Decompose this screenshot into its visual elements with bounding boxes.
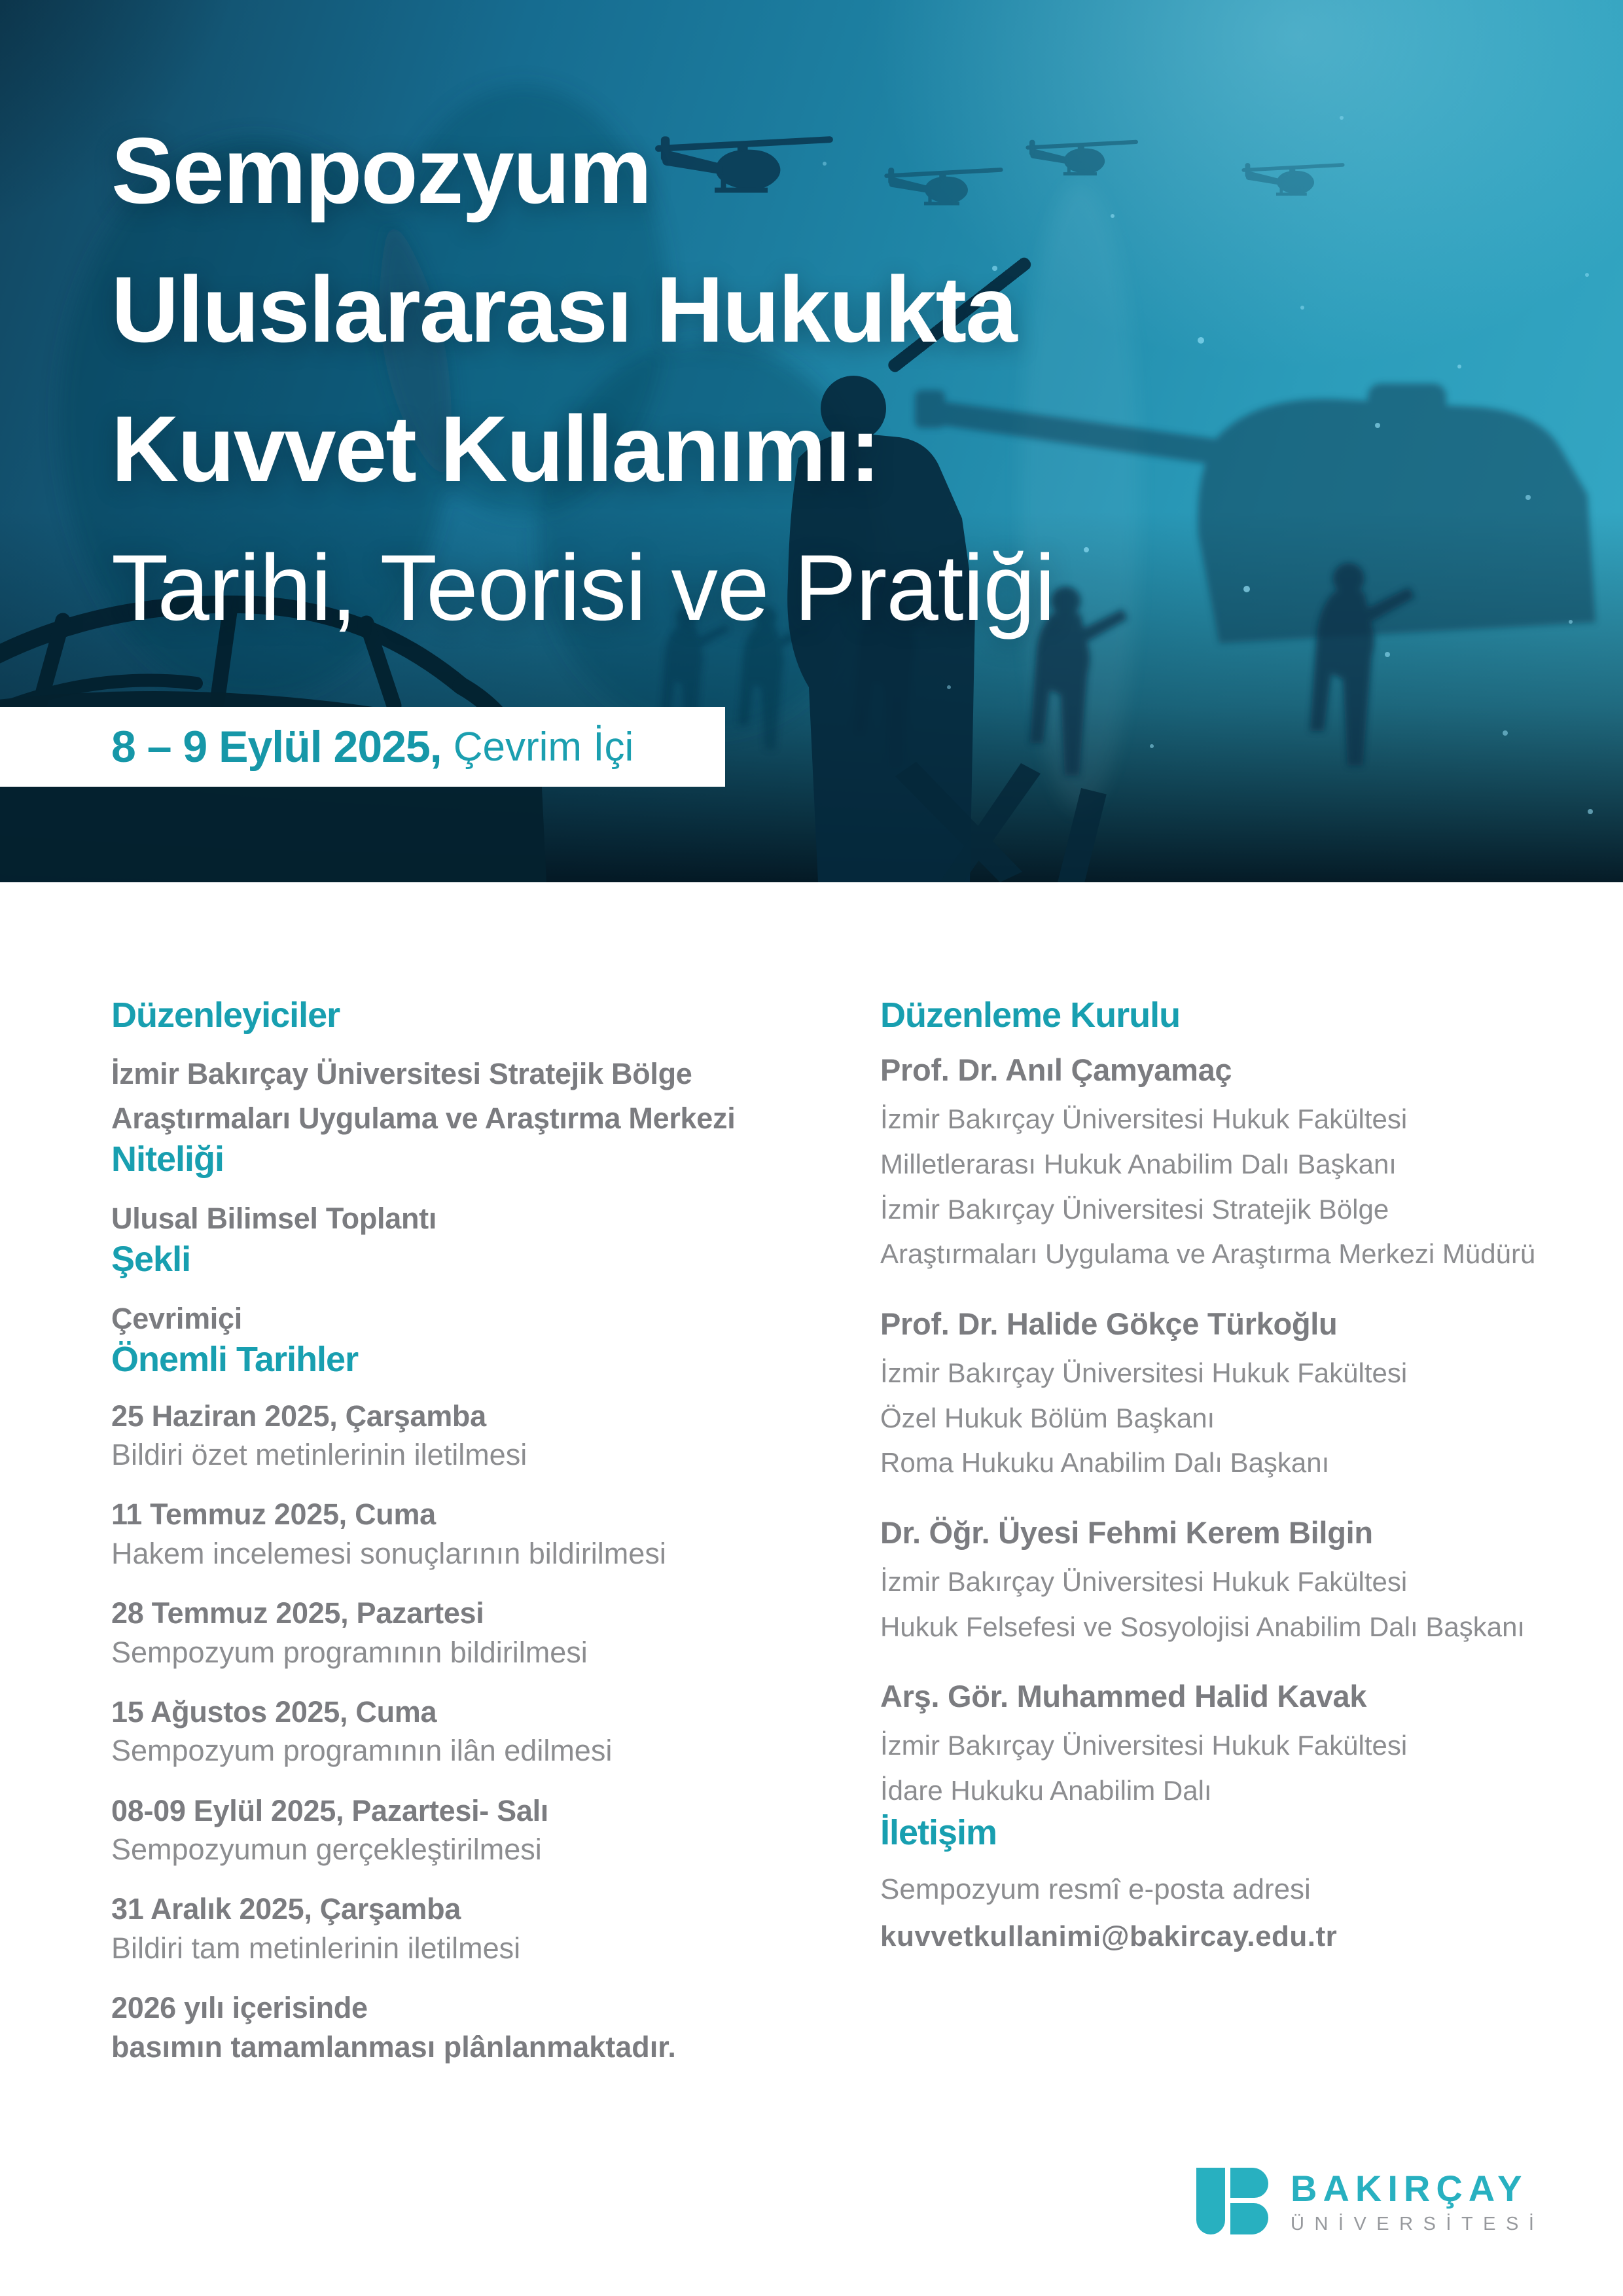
bakircay-logo-icon [1196,2168,1268,2234]
format-value: Çevrimiçi [111,1301,242,1335]
member-name: Prof. Dr. Anıl Çamyamaç [880,1052,1232,1088]
date-item-date: 15 Ağustos 2025, Cuma [111,1695,437,1729]
date-item-date: 08-09 Eylül 2025, Pazartesi- Salı [111,1793,549,1827]
logo-text [1291,2168,1544,2234]
date-item-desc: Bildiri özet metinlerinin iletilmesi [111,1437,527,1471]
logo-mark-lobe-bottom [1230,2203,1268,2234]
university-name: BAKIRÇAY [1291,2168,1528,2209]
university-logo [1196,2168,1544,2234]
date-item [111,1988,806,2066]
date-item-desc: Sempozyum programının bildirilmesi [111,1635,588,1669]
member-affiliation-line: İzmir Bakırçay Üniversitesi Stratejik Bölge [880,1193,1389,1225]
event-format: Çevrim İçi [453,724,634,770]
title-line-2: Uluslararası Hukukta [111,258,1016,363]
event-date-badge [0,707,725,787]
nature-value: Ulusal Bilimsel Toplantı [111,1201,437,1235]
member-affiliation-line: İzmir Bakırçay Üniversitesi Hukuk Fakültesi [880,1729,1408,1761]
date-item-desc: Bildiri tam metinlerinin iletilmesi [111,1931,521,1965]
date-item [111,1397,806,1475]
date-item-date: 2026 yılı içerisinde [111,1991,368,2025]
date-item-date: 31 Aralık 2025, Çarşamba [111,1892,461,1926]
member-name: Dr. Öğr. Üyesi Fehmi Kerem Bilgin [880,1515,1373,1551]
organizers-heading: Düzenleyiciler [111,996,340,1035]
member-affiliation-line: Özel Hukuk Bölüm Başkanı [880,1402,1215,1433]
committee-heading: Düzenleme Kurulu [880,996,1181,1035]
contact-email: kuvvetkullanimi@bakircay.edu.tr [880,1920,1338,1952]
date-item-desc: Sempozyum programının ilân edilmesi [111,1734,613,1768]
date-item [111,1791,806,1869]
member-affiliation-line: İzmir Bakırçay Üniversitesi Hukuk Fakültesi [880,1566,1408,1597]
committee-member [880,1515,1594,1649]
logo-mark-bar [1196,2168,1225,2234]
university-subtitle: ÜNİVERSİTESİ [1291,2214,1544,2234]
date-item [111,1890,806,1967]
member-name: Prof. Dr. Halide Gökçe Türkoğlu [880,1306,1338,1342]
member-affiliations [880,1097,1594,1278]
date-item-desc: Hakem incelemesi sonuçlarının bildirilmesi [111,1536,666,1570]
organizers-line-2: Araştırmaları Uygulama ve Araştırma Merkezi [111,1101,736,1135]
member-affiliations [880,1351,1594,1486]
member-affiliations [880,1723,1594,1814]
right-column [880,996,1594,1953]
member-affiliations [880,1560,1594,1650]
committee-member [880,1678,1594,1813]
nature-heading: Niteliği [111,1139,224,1179]
member-name: Arş. Gör. Muhammed Halid Kavak [880,1679,1367,1714]
member-affiliation-line: Araştırmaları Uygulama ve Araştırma Merkezi Müdürü [880,1238,1536,1270]
member-affiliation-line: Hukuk Felsefesi ve Sosyolojisi Anabilim Dalı Başkanı [880,1611,1525,1642]
date-item [111,1594,806,1672]
poster-subtitle: Tarihi, Teorisi ve Pratiği [111,536,1055,641]
left-column [111,996,806,2066]
hero-banner [0,0,1623,882]
title-line-1: Sempozyum [111,119,651,223]
date-item-date: 11 Temmuz 2025, Cuma [111,1498,436,1532]
date-item-date: 28 Temmuz 2025, Pazartesi [111,1596,484,1630]
contact-heading: İletişim [880,1812,997,1852]
format-heading: Şekli [111,1240,191,1280]
organizers-text [111,1052,806,1140]
date-item [111,1495,806,1573]
date-item-desc: Sempozyumun gerçekleştirilmesi [111,1833,542,1867]
committee-member [880,1052,1594,1277]
member-affiliation-line: Milletlerarası Hukuk Anabilim Dalı Başkanı [880,1148,1397,1179]
member-affiliation-line: İzmir Bakırçay Üniversitesi Hukuk Fakültesi [880,1103,1408,1134]
organizers-line-1: İzmir Bakırçay Üniversitesi Stratejik Bölge [111,1057,692,1091]
title-line-3: Kuvvet Kullanımı: [111,397,880,501]
date-item-date: 25 Haziran 2025, Çarşamba [111,1399,486,1433]
logo-mark-lobe-top [1230,2168,1268,2198]
event-date: 8 – 9 Eylül 2025, [111,722,442,772]
member-affiliation-line: İzmir Bakırçay Üniversitesi Hukuk Fakültesi [880,1357,1408,1388]
member-affiliation-line: Roma Hukuku Anabilim Dalı Başkanı [880,1447,1330,1479]
committee-member [880,1306,1594,1486]
date-item-desc: basımın tamamlanması plânlanmaktadır. [111,2030,676,2064]
important-dates-heading: Önemli Tarihler [111,1340,359,1380]
date-item [111,1693,806,1770]
poster-title [111,102,1055,658]
contact-description: Sempozyum resmî e-posta adresi [880,1873,1311,1905]
member-affiliation-line: İdare Hukuku Anabilim Dalı [880,1774,1212,1806]
